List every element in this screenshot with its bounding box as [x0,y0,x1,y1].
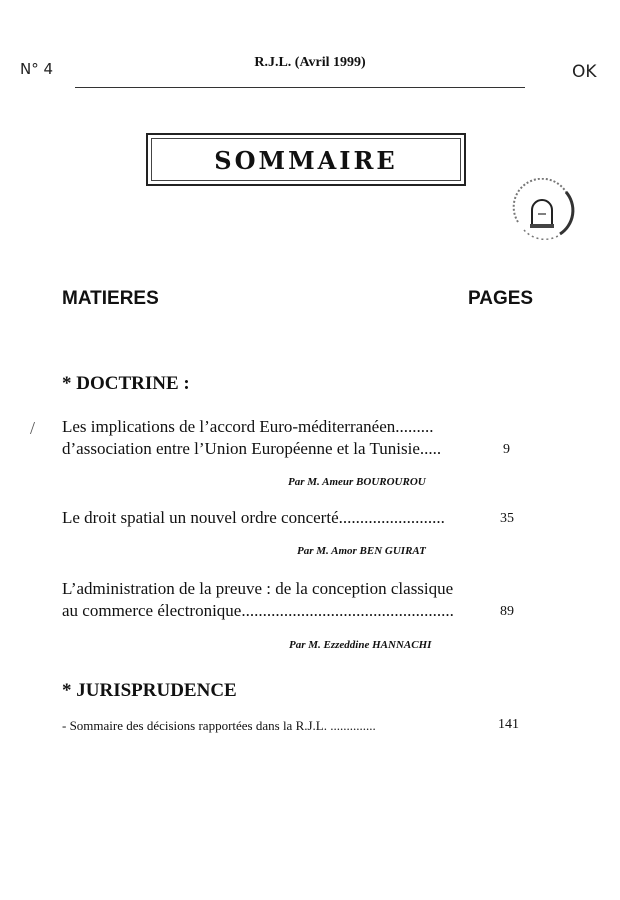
section-heading-jurisprudence: * JURISPRUDENCE [62,680,237,701]
toc-entry-3-line2: au commerce électronique.................................................. [62,601,454,620]
journal-header: R.J.L. (Avril 1999) [254,55,366,70]
toc-entry-1-author: Par M. Ameur BOUROUROU [288,476,426,488]
column-heading-pages: PAGES [468,288,534,309]
toc-entry-2-page: 35 [500,511,514,526]
sommaire-title: SOMMAIRE [214,146,398,175]
handwritten-issue-number: N° 4 [20,60,54,78]
toc-entry-1-line2: d’association entre l’Union Européenne et la Tunisie..... [62,439,442,458]
margin-check-mark: / [30,418,36,438]
toc-entry-2-title: Le droit spatial un nouvel ordre concerté......................... [62,508,445,527]
toc-entry-3-line1: L’administration de la preuve : de la conception classique [62,579,454,598]
toc-entry-3-author: Par M. Ezzeddine HANNACHI [289,639,432,651]
toc-entry-1-line1: Les implications de l’accord Euro-méditerranéen......... [62,417,434,436]
header-rule [75,87,525,88]
sommaire-title-box [146,133,466,186]
toc-entry-4-page: 141 [498,717,519,732]
library-stamp-icon [510,178,576,248]
toc-entry-2-author: Par M. Amor BEN GUIRAT [297,545,426,557]
column-heading-matieres: MATIERES [62,288,159,309]
toc-entry-4-title: - Sommaire des décisions rapportées dans la R.J.L. .............. [62,718,376,733]
section-heading-doctrine: * DOCTRINE : [62,373,190,394]
handwritten-ok-mark: OK [572,62,597,82]
toc-entry-3-page: 89 [500,604,514,619]
toc-entry-1-page: 9 [503,442,510,457]
